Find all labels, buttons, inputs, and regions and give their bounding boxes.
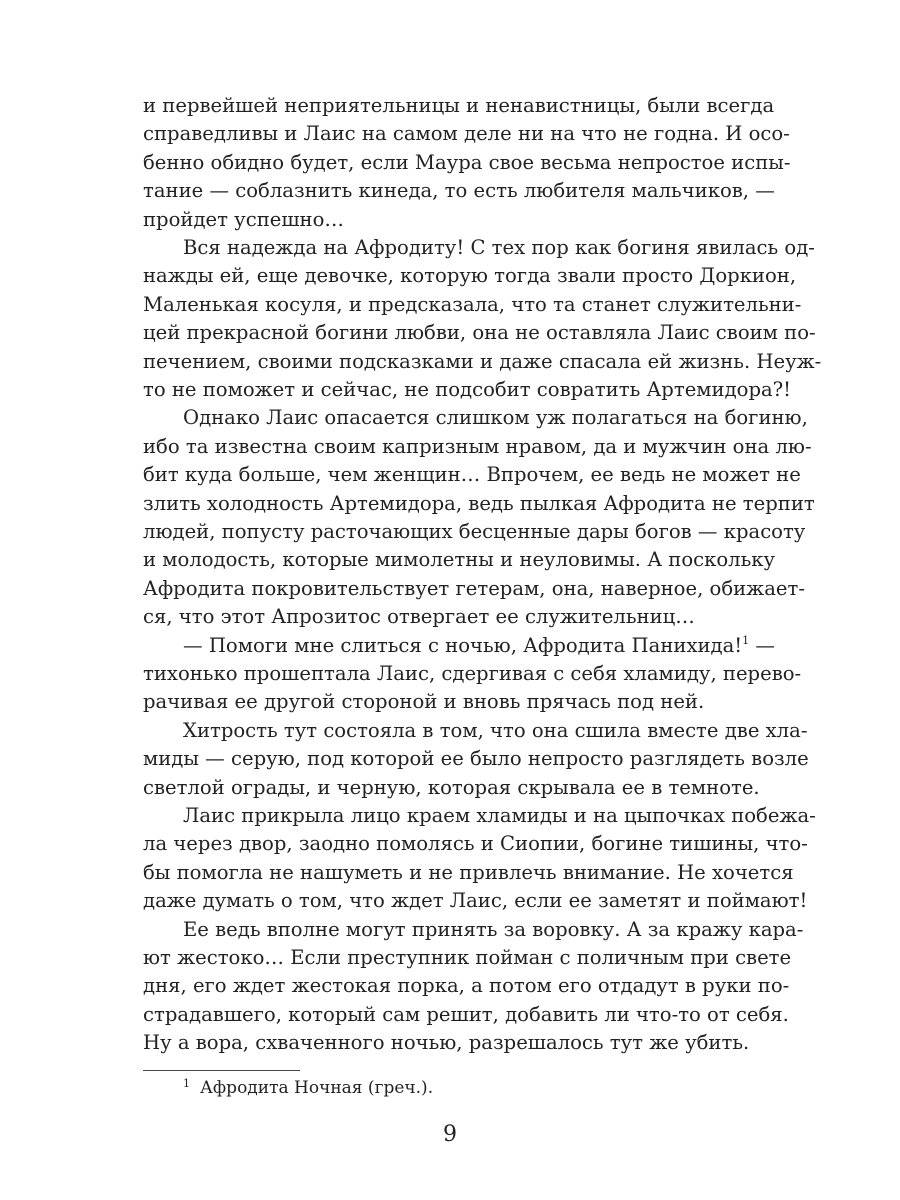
text-line: Маленькая косуля, и предсказала, что та станет служительни- — [143, 292, 802, 316]
text-line: бы помогла не нашуметь и не привлечь внимание. Не хочется — [143, 860, 794, 884]
text-line: Хитрость тут состояла в том, что она сшила вместе две хла- — [183, 718, 808, 742]
text-line: печением, своими подсказками и даже спасала ей жизнь. Неуж- — [143, 349, 822, 373]
text-line: тание — соблазнить кинеда, то есть любителя мальчиков, — — [143, 179, 775, 203]
text-line: Вся надежда на Афродиту! С тех пор как богиня явилась од- — [183, 236, 815, 259]
text-line: ют жестоко… Если преступник пойман с поличным при свете — [143, 946, 792, 969]
text-line: Ну а вора, схваченного ночью, разрешалось тут же убить. — [143, 1031, 750, 1055]
page-number: 9 — [443, 1121, 457, 1147]
text-line-segment: — Помоги мне слиться с ночью, Афродита Панихида! — [183, 633, 743, 657]
text-line: Ее ведь вполне могут принять за воровку. А за кражу кара- — [183, 917, 804, 941]
text-line: дня, его ждет жестокая порка, а потом его отдадут в руки по- — [143, 974, 790, 998]
text-line: страдавшего, который сам решит, добавить ли что-то от себя. — [143, 1002, 789, 1026]
footnote-divider — [143, 1070, 300, 1071]
text-line-with-footnote-ref — [183, 632, 775, 660]
text-line: рачивая ее другой стороной и вновь прячась под ней. — [143, 690, 705, 714]
text-line: то не поможет и сейчас, не подсобит совратить Артемидора?! — [143, 378, 792, 401]
text-line: тихонько прошептала Лаис, сдергивая с себя хламиду, перево- — [143, 662, 802, 685]
text-line: людей, попусту расточающих бесценные дары богов — красоту — [143, 520, 806, 543]
text-line: ла через двор, заодно помолясь и Сиопии, богине тишины, что- — [143, 832, 808, 856]
text-line: бенно обидно будет, если Маура свое весьма непростое испы- — [143, 150, 791, 174]
footnote-reference[interactable]: 1 — [742, 633, 750, 647]
text-line: злить холодность Артемидора, ведь пылкая Афродита не терпит — [143, 491, 815, 515]
text-line: Однако Лаис опасается слишком уж полагаться на богиню, — [183, 406, 808, 430]
text-line: светлой ограды, и черную, которая скрывала ее в темноте. — [143, 775, 760, 799]
text-line: нажды ей, еще девочке, которую тогда звали просто Доркион, — [143, 264, 797, 288]
text-line: цей прекрасной богини любви, она не оставляла Лаис своим по- — [143, 321, 816, 345]
text-line: пройдет успешно… — [143, 207, 345, 231]
text-line: даже думать о том, что ждет Лаис, если ее заметят и поймают! — [143, 889, 808, 913]
footnote-marker: 1 — [183, 1076, 190, 1090]
text-line: Лаис прикрыла лицо краем хламиды и на цыпочках побежа- — [183, 804, 816, 827]
footnote-text: Афродита Ночная (греч.). — [200, 1077, 434, 1098]
text-line: и первейшей неприятельницы и ненавистницы, были всегда — [143, 94, 775, 117]
text-line-segment: — — [749, 633, 775, 657]
text-line: бит куда больше, чем женщин… Впрочем, ее ведь не может не — [143, 463, 801, 487]
text-line: справедливы и Лаис на самом деле ни на что не годна. И осо- — [143, 122, 790, 146]
text-line: ибо та известна своим капризным нравом, да и мужчин она лю- — [143, 434, 812, 458]
text-line: Афродита покровительствует гетерам, она, наверное, обижает- — [143, 576, 805, 600]
text-line: ся, что этот Апрозитос отвергает ее служительниц… — [143, 605, 695, 629]
text-line: и молодость, которые мимолетны и неуловимы. А поскольку — [143, 548, 776, 572]
footnote — [183, 1074, 433, 1102]
text-line: миды — серую, под которой ее было непросто разглядеть возле — [143, 747, 809, 771]
